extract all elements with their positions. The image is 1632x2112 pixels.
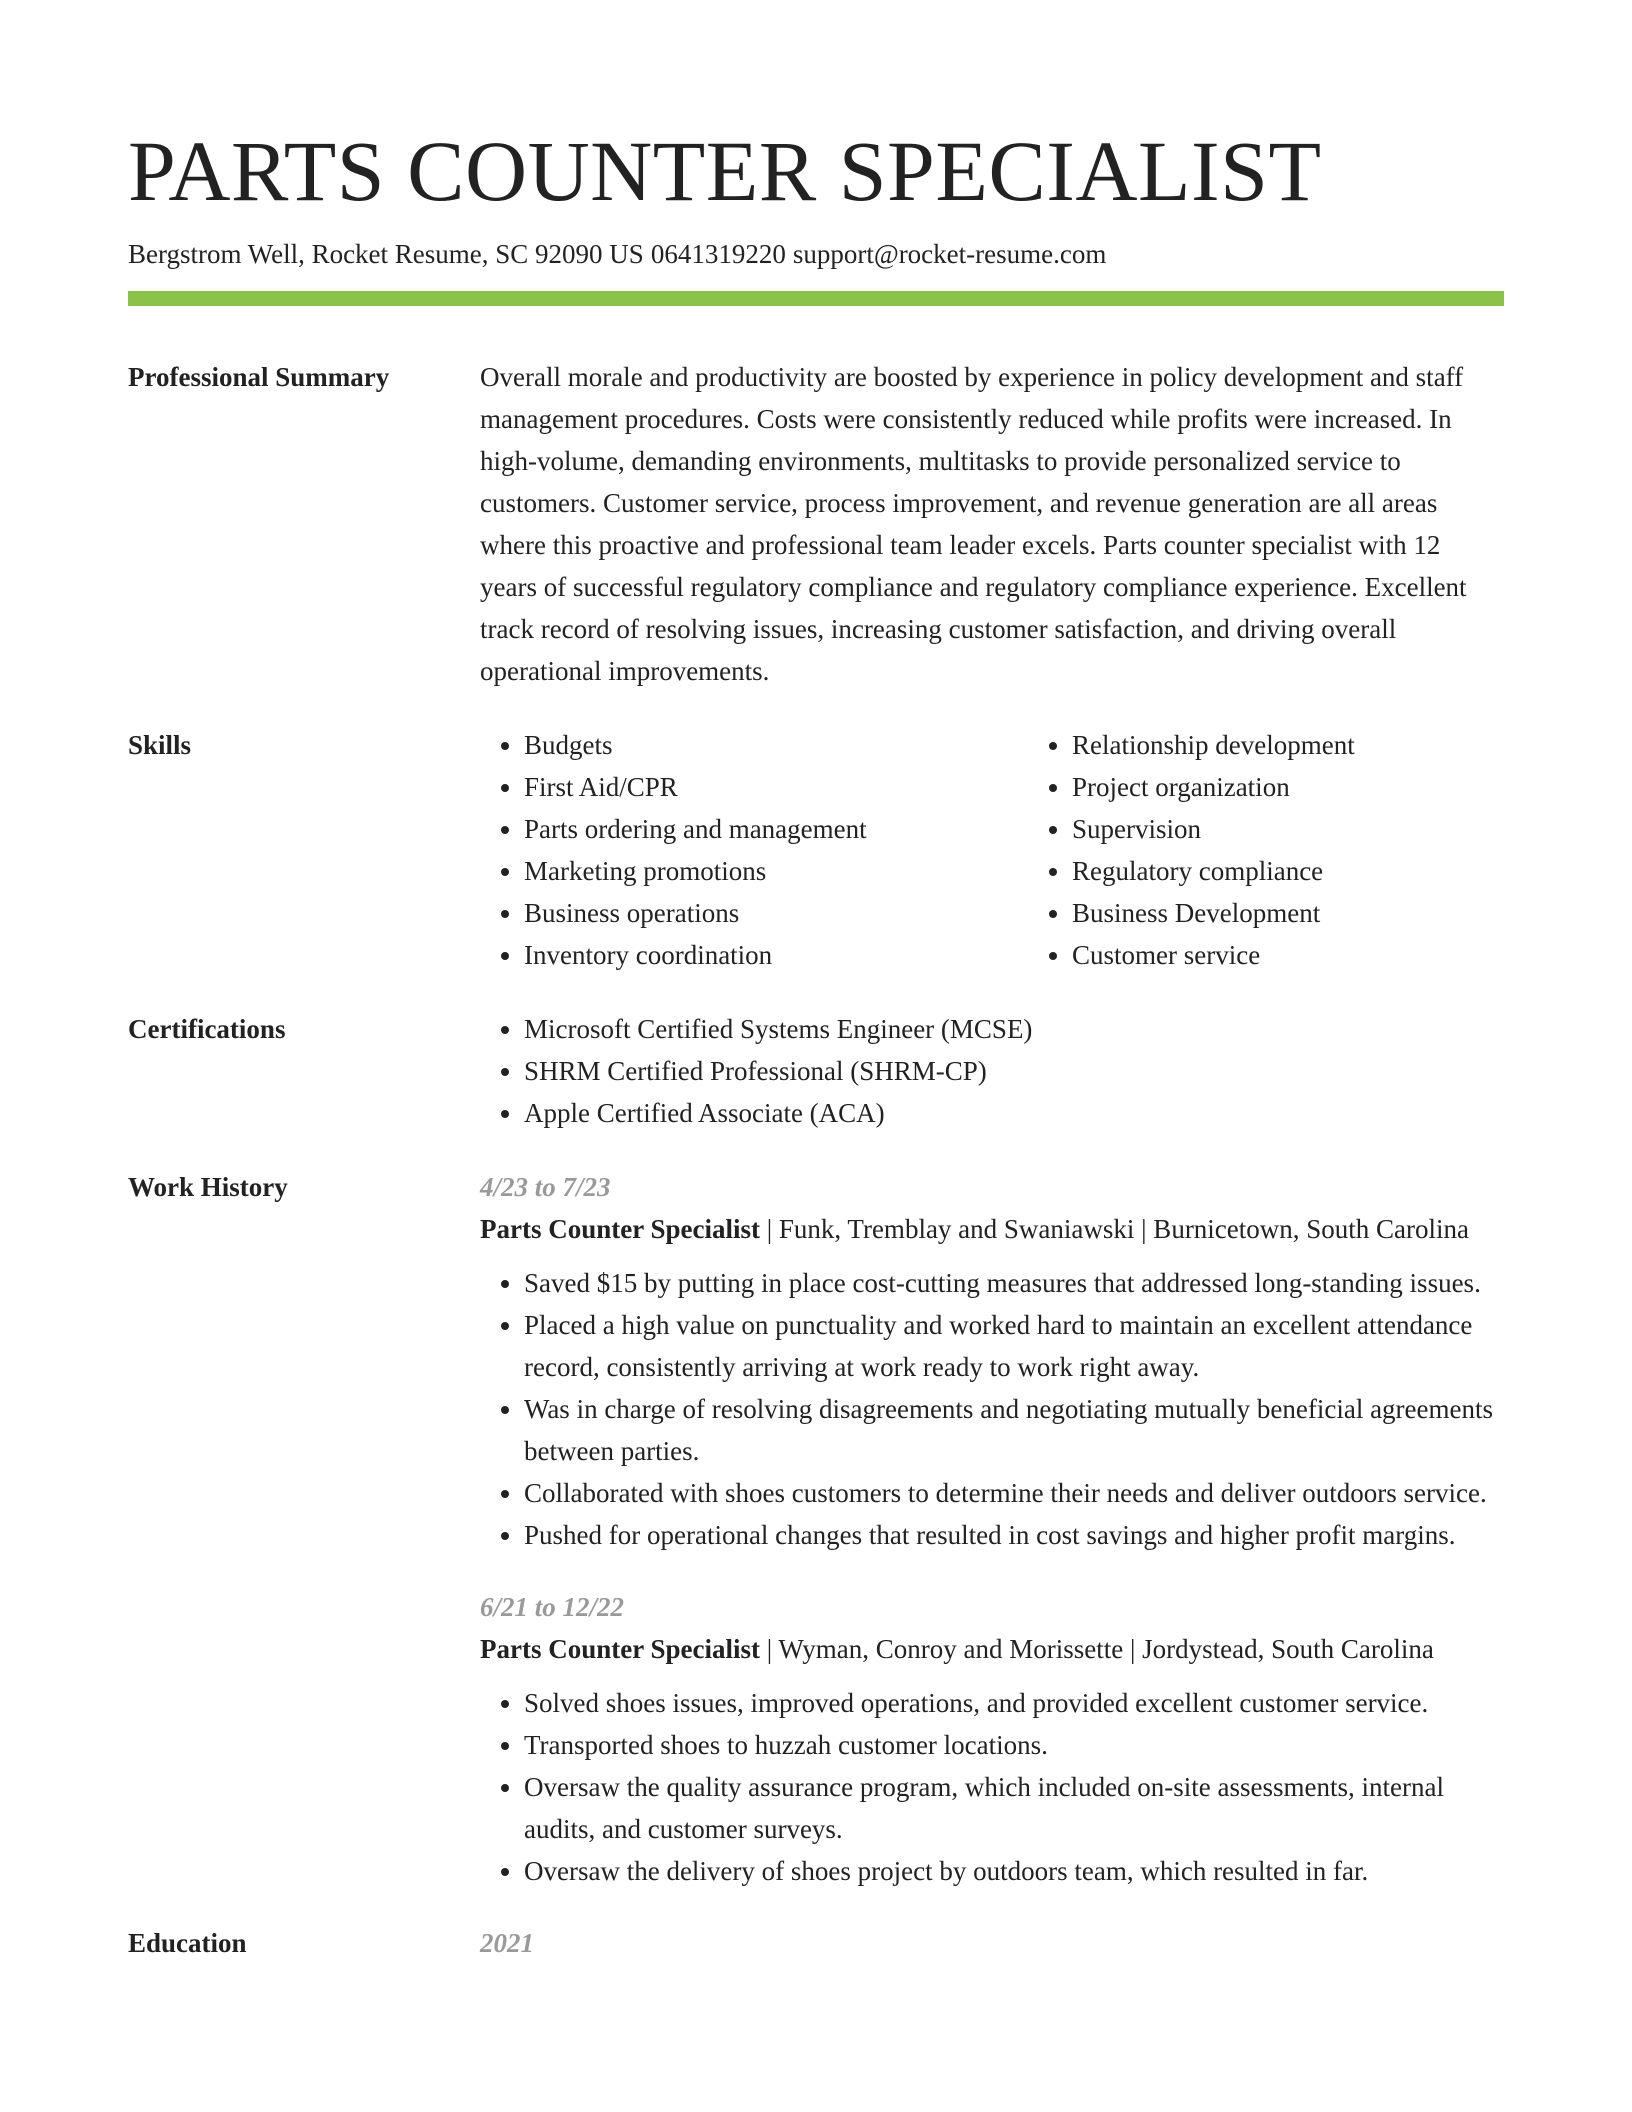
summary-section xyxy=(128,356,1504,692)
skill-item: • Inventory coordination xyxy=(524,934,1028,976)
work-history-section xyxy=(128,1166,1504,1892)
skills-grid xyxy=(480,724,1576,976)
work-history-heading: Work History xyxy=(128,1172,288,1202)
skill-item: • Supervision xyxy=(1072,808,1576,850)
certifications-heading: Certifications xyxy=(128,1014,286,1044)
contact-email: support@rocket-resume.com xyxy=(792,239,1107,269)
job-heading xyxy=(480,1628,1504,1670)
job-bullet: • Collaborated with shoes customers to determine their needs and deliver outdoors service. xyxy=(524,1472,1504,1514)
resume-page xyxy=(128,0,1504,1964)
skills-list-left xyxy=(480,724,1028,976)
job-bullet: • Oversaw the quality assurance program, which included on-site assessments, internal audits, and customer surveys. xyxy=(524,1766,1504,1850)
skill-item: • Budgets xyxy=(524,724,1028,766)
job-employer-location: | Wyman, Conroy and Morissette | Jordystead, South Carolina xyxy=(759,1634,1434,1664)
education-section xyxy=(128,1922,1504,1964)
certification-item: • Apple Certified Associate (ACA) xyxy=(524,1092,1504,1134)
job-entry xyxy=(480,1586,1504,1892)
skill-item: • First Aid/CPR xyxy=(524,766,1028,808)
certification-item: • Microsoft Certified Systems Engineer (MCSE) xyxy=(524,1008,1504,1050)
job-entry xyxy=(480,1166,1504,1556)
certifications-list xyxy=(480,1008,1504,1134)
skills-list-right xyxy=(1028,724,1576,976)
certification-item: • SHRM Certified Professional (SHRM-CP) xyxy=(524,1050,1504,1092)
skill-item: • Regulatory compliance xyxy=(1072,850,1576,892)
job-heading xyxy=(480,1208,1504,1250)
skills-body xyxy=(480,724,1576,976)
job-dates: 6/21 to 12/22 xyxy=(480,1592,625,1622)
skill-item: • Business operations xyxy=(524,892,1028,934)
header-divider xyxy=(128,291,1504,306)
job-bullet: • Oversaw the delivery of shoes project by outdoors team, which resulted in far. xyxy=(524,1850,1504,1892)
skill-item: • Relationship development xyxy=(1072,724,1576,766)
job-bullets xyxy=(480,1682,1504,1892)
job-title: Parts Counter Specialist xyxy=(480,1634,760,1664)
job-title: Parts Counter Specialist xyxy=(480,1214,760,1244)
resume-title: PARTS COUNTER SPECIALIST xyxy=(128,123,1322,219)
skills-heading: Skills xyxy=(128,730,192,760)
skills-section xyxy=(128,724,1504,976)
education-dates: 2021 xyxy=(480,1928,534,1958)
summary-text: Overall morale and productivity are boosted by experience in policy development and staff management procedures. Costs were consistently reduced while profits were increased. In high-volume, demanding environments, multitasks to provide personalized service to customers. Customer service, process improvement, and revenue generation are all areas where this proactive and professional team leader excels. Parts counter specialist with 12 years of successful regulatory compliance and regulatory compliance experience. Excellent track record of resolving issues, increasing customer satisfaction, and driving overall operational improvements. xyxy=(480,362,1467,686)
certifications-body xyxy=(480,1008,1504,1134)
job-employer-location: | Funk, Tremblay and Swaniawski | Burnicetown, South Carolina xyxy=(759,1214,1470,1244)
job-bullet: • Pushed for operational changes that resulted in cost savings and higher profit margins. xyxy=(524,1514,1504,1556)
skill-item: • Project organization xyxy=(1072,766,1576,808)
contact-address: Bergstrom Well, Rocket Resume, SC 92090 US xyxy=(128,239,644,269)
job-dates: 4/23 to 7/23 xyxy=(480,1172,611,1202)
skill-item: • Business Development xyxy=(1072,892,1576,934)
work-history-body xyxy=(480,1166,1504,1892)
contact-line xyxy=(128,234,1504,274)
certifications-section xyxy=(128,1008,1504,1134)
job-bullet: • Transported shoes to huzzah customer locations. xyxy=(524,1724,1504,1766)
skill-item: • Customer service xyxy=(1072,934,1576,976)
summary-heading: Professional Summary xyxy=(128,362,390,392)
job-bullet: • Placed a high value on punctuality and worked hard to maintain an excellent attendance record, consistently arriving at work ready to work right away. xyxy=(524,1304,1504,1388)
job-bullet: • Saved $15 by putting in place cost-cutting measures that addressed long-standing issues. xyxy=(524,1262,1504,1304)
job-bullets xyxy=(480,1262,1504,1556)
skill-item: • Marketing promotions xyxy=(524,850,1028,892)
job-bullet: • Solved shoes issues, improved operations, and provided excellent customer service. xyxy=(524,1682,1504,1724)
skill-item: • Parts ordering and management xyxy=(524,808,1028,850)
contact-phone: 0641319220 xyxy=(650,239,786,269)
education-heading: Education xyxy=(128,1928,247,1958)
education-body xyxy=(480,1922,1504,1964)
job-bullet: • Was in charge of resolving disagreements and negotiating mutually beneficial agreements between parties. xyxy=(524,1388,1504,1472)
